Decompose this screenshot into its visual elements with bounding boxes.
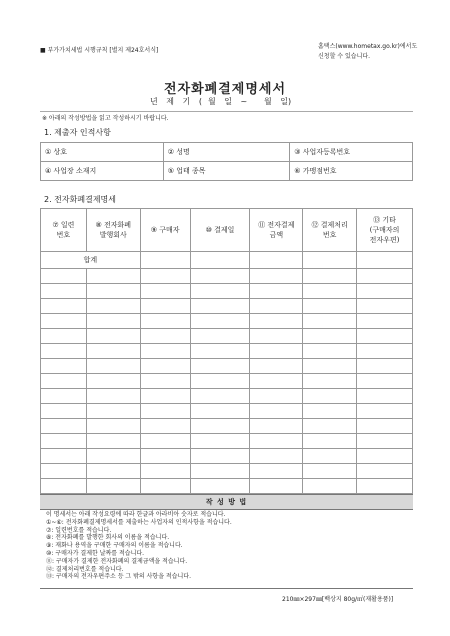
col-payment-amount: ⑪ 전자결제 금액	[250, 209, 303, 252]
total-label: 합계	[41, 252, 141, 269]
table-row	[41, 464, 413, 479]
table-cell[interactable]	[190, 359, 250, 374]
table-cell[interactable]	[41, 389, 87, 404]
table-cell[interactable]	[250, 344, 303, 359]
table-cell[interactable]	[140, 449, 190, 464]
table-cell[interactable]	[41, 434, 87, 449]
table-cell[interactable]	[250, 404, 303, 419]
table-cell[interactable]	[86, 419, 140, 434]
table-cell[interactable]	[140, 389, 190, 404]
table-cell[interactable]	[86, 374, 140, 389]
table-row	[41, 389, 413, 404]
table-row	[41, 359, 413, 374]
table-cell[interactable]	[86, 359, 140, 374]
table-cell[interactable]	[303, 344, 357, 359]
table-cell[interactable]	[140, 419, 190, 434]
table-row	[41, 314, 413, 329]
table-cell[interactable]	[140, 404, 190, 419]
table-row	[41, 344, 413, 359]
table-cell[interactable]	[190, 434, 250, 449]
period-month-end: 월 일)	[264, 97, 292, 106]
payment-table-header	[41, 209, 413, 252]
guide-line: ⑫: 결제처리번호를 적습니다.	[46, 565, 124, 573]
table-row	[41, 434, 413, 449]
table-cell[interactable]	[303, 374, 357, 389]
table-cell[interactable]	[303, 299, 357, 314]
table-cell[interactable]	[250, 299, 303, 314]
submitter-info-table	[40, 142, 413, 181]
table-cell[interactable]	[357, 374, 413, 389]
table-cell[interactable]	[41, 344, 87, 359]
table-row	[41, 374, 413, 389]
blank-rows	[41, 269, 413, 494]
table-cell[interactable]	[250, 464, 303, 479]
table-row	[41, 284, 413, 299]
table-cell[interactable]	[250, 419, 303, 434]
guide-bottom-line	[40, 588, 413, 589]
total-row	[41, 252, 413, 269]
table-cell[interactable]	[140, 344, 190, 359]
table-cell[interactable]	[303, 359, 357, 374]
table-cell[interactable]	[357, 359, 413, 374]
table-cell[interactable]	[190, 314, 250, 329]
field-business-address: ④ 사업장 소재지	[41, 162, 164, 181]
guide-line: 이 명세서는 아래 작성요령에 따라 한글과 아라비아 숫자로 적습니다.	[46, 511, 226, 518]
table-cell[interactable]	[357, 284, 413, 299]
guide-line: ⑪: 구매자가 결제한 전자화폐의 결제금액을 적습니다.	[46, 557, 188, 565]
guide-line: ①~⑥: 전자화폐결제명세서를 제출하는 사업자의 인적사항을 적습니다.	[46, 518, 232, 526]
table-cell[interactable]	[357, 269, 413, 284]
table-cell[interactable]	[357, 434, 413, 449]
table-row	[41, 419, 413, 434]
table-cell[interactable]	[303, 464, 357, 479]
table-cell[interactable]	[303, 284, 357, 299]
guide-line: ⑬: 구매자의 전자우편주소 등 그 밖의 사항을 적습니다.	[46, 573, 191, 581]
table-cell[interactable]	[190, 419, 250, 434]
table-cell[interactable]	[303, 314, 357, 329]
table-cell[interactable]	[357, 329, 413, 344]
table-cell[interactable]	[41, 359, 87, 374]
table-row	[41, 479, 413, 494]
form-reference: ■ 부가가치세법 시행규칙 [별지 제24호서식]	[40, 47, 159, 54]
paper-spec: 210㎜×297㎜[백상지 80g/㎡(재활용품)]	[282, 596, 394, 603]
table-cell[interactable]	[41, 479, 87, 494]
table-cell[interactable]	[140, 299, 190, 314]
table-row	[41, 404, 413, 419]
table-cell[interactable]	[190, 329, 250, 344]
payment-detail-table	[40, 208, 413, 494]
table-cell[interactable]	[86, 269, 140, 284]
guide-list	[46, 511, 411, 581]
table-cell[interactable]	[357, 404, 413, 419]
table-cell[interactable]	[140, 434, 190, 449]
table-cell[interactable]	[250, 434, 303, 449]
guide-header-bar	[40, 494, 413, 510]
table-cell[interactable]	[190, 389, 250, 404]
guide-line: ⑦: 일련번호를 적습니다.	[46, 526, 112, 534]
table-cell[interactable]	[250, 389, 303, 404]
table-cell[interactable]	[303, 434, 357, 449]
table-cell[interactable]	[41, 419, 87, 434]
guide-title: 작 성 방 법	[205, 498, 248, 506]
hometax-note-line2: 신청할 수 있습니다.	[318, 53, 371, 60]
table-cell[interactable]	[41, 464, 87, 479]
hometax-note-line1: 홈택스(www.hometax.go.kr)에서도	[318, 43, 418, 50]
table-cell[interactable]	[357, 419, 413, 434]
table-cell[interactable]	[303, 419, 357, 434]
table-cell[interactable]	[86, 389, 140, 404]
table-cell[interactable]	[303, 269, 357, 284]
table-cell[interactable]	[140, 479, 190, 494]
col-processing-number: ⑫ 결제처리 번호	[303, 209, 357, 252]
table-cell[interactable]	[250, 314, 303, 329]
table-cell[interactable]	[357, 344, 413, 359]
table-cell[interactable]	[86, 344, 140, 359]
guide-line: ⑨: 재화나 용역을 구매한 구매자의 이름을 적습니다.	[46, 542, 183, 550]
table-cell[interactable]	[86, 404, 140, 419]
table-cell[interactable]	[86, 314, 140, 329]
table-cell[interactable]	[41, 269, 87, 284]
table-row	[41, 299, 413, 314]
table-cell[interactable]	[41, 284, 87, 299]
period-label: 년 제 기 (	[150, 97, 202, 106]
table-cell[interactable]	[190, 374, 250, 389]
table-cell[interactable]	[86, 449, 140, 464]
table-cell[interactable]	[140, 269, 190, 284]
table-cell[interactable]	[303, 329, 357, 344]
table-cell[interactable]	[41, 314, 87, 329]
table-cell[interactable]	[357, 314, 413, 329]
table-cell[interactable]	[140, 329, 190, 344]
field-representative-name: ② 성명	[163, 143, 289, 162]
table-cell[interactable]	[140, 314, 190, 329]
table-cell[interactable]	[190, 404, 250, 419]
table-cell[interactable]	[190, 479, 250, 494]
table-cell[interactable]	[41, 329, 87, 344]
table-cell[interactable]	[190, 299, 250, 314]
field-business-reg-number: ③ 사업자등록번호	[290, 143, 413, 162]
instruction-note: ※ 아래의 작성방법을 읽고 작성하시기 바랍니다.	[42, 115, 169, 122]
guide-line: ⑩: 구매자가 결제한 날짜를 적습니다.	[46, 549, 145, 557]
table-cell[interactable]	[303, 479, 357, 494]
table-row	[41, 329, 413, 344]
table-cell[interactable]	[190, 344, 250, 359]
col-buyer: ⑨ 구매자	[140, 209, 190, 252]
table-cell[interactable]	[86, 464, 140, 479]
table-cell[interactable]	[190, 449, 250, 464]
table-cell[interactable]	[250, 374, 303, 389]
table-cell[interactable]	[250, 269, 303, 284]
table-cell[interactable]	[250, 449, 303, 464]
table-cell[interactable]	[41, 299, 87, 314]
table-cell[interactable]	[140, 374, 190, 389]
table-cell[interactable]	[190, 269, 250, 284]
field-merchant-number: ⑥ 가맹점번호	[290, 162, 413, 181]
table-cell[interactable]	[250, 359, 303, 374]
col-payment-date: ⑩ 결제일	[190, 209, 250, 252]
table-cell[interactable]	[190, 284, 250, 299]
section1-title: 1. 제출자 인적사항	[44, 128, 111, 137]
table-cell[interactable]	[140, 284, 190, 299]
table-cell[interactable]	[190, 464, 250, 479]
table-cell[interactable]	[41, 449, 87, 464]
table-cell[interactable]	[303, 389, 357, 404]
field-business-type: ⑤ 업태 종목	[163, 162, 289, 181]
table-cell[interactable]	[357, 389, 413, 404]
col-serial-number: ⑦ 일련 번호	[41, 209, 87, 252]
period-month-start: 월 일 ~	[208, 97, 248, 106]
col-other: ⑬ 기타 (구매자의 전자우편)	[357, 209, 413, 252]
table-cell[interactable]	[86, 434, 140, 449]
document-title: 전자화폐결제명세서	[163, 82, 287, 97]
table-cell[interactable]	[357, 464, 413, 479]
table-row	[41, 449, 413, 464]
table-cell[interactable]	[303, 404, 357, 419]
table-cell[interactable]	[250, 479, 303, 494]
table-cell[interactable]	[357, 299, 413, 314]
table-cell[interactable]	[357, 479, 413, 494]
table-cell[interactable]	[140, 359, 190, 374]
table-cell[interactable]	[86, 284, 140, 299]
section2-title: 2. 전자화폐결제명세	[44, 195, 116, 204]
guide-line: ⑧: 전자화폐를 발행한 회사의 이름을 적습니다.	[46, 534, 170, 542]
table-cell[interactable]	[86, 299, 140, 314]
table-cell[interactable]	[250, 329, 303, 344]
col-issuer: ⑧ 전자화폐 발행회사	[86, 209, 140, 252]
table-cell[interactable]	[41, 374, 87, 389]
table-cell[interactable]	[357, 449, 413, 464]
field-company-name: ① 상호	[41, 143, 164, 162]
table-cell[interactable]	[140, 464, 190, 479]
table-cell[interactable]	[41, 404, 87, 419]
table-cell[interactable]	[303, 449, 357, 464]
title-divider	[40, 111, 413, 112]
table-row	[41, 269, 413, 284]
table-cell[interactable]	[86, 479, 140, 494]
table-cell[interactable]	[86, 329, 140, 344]
table-cell[interactable]	[250, 284, 303, 299]
